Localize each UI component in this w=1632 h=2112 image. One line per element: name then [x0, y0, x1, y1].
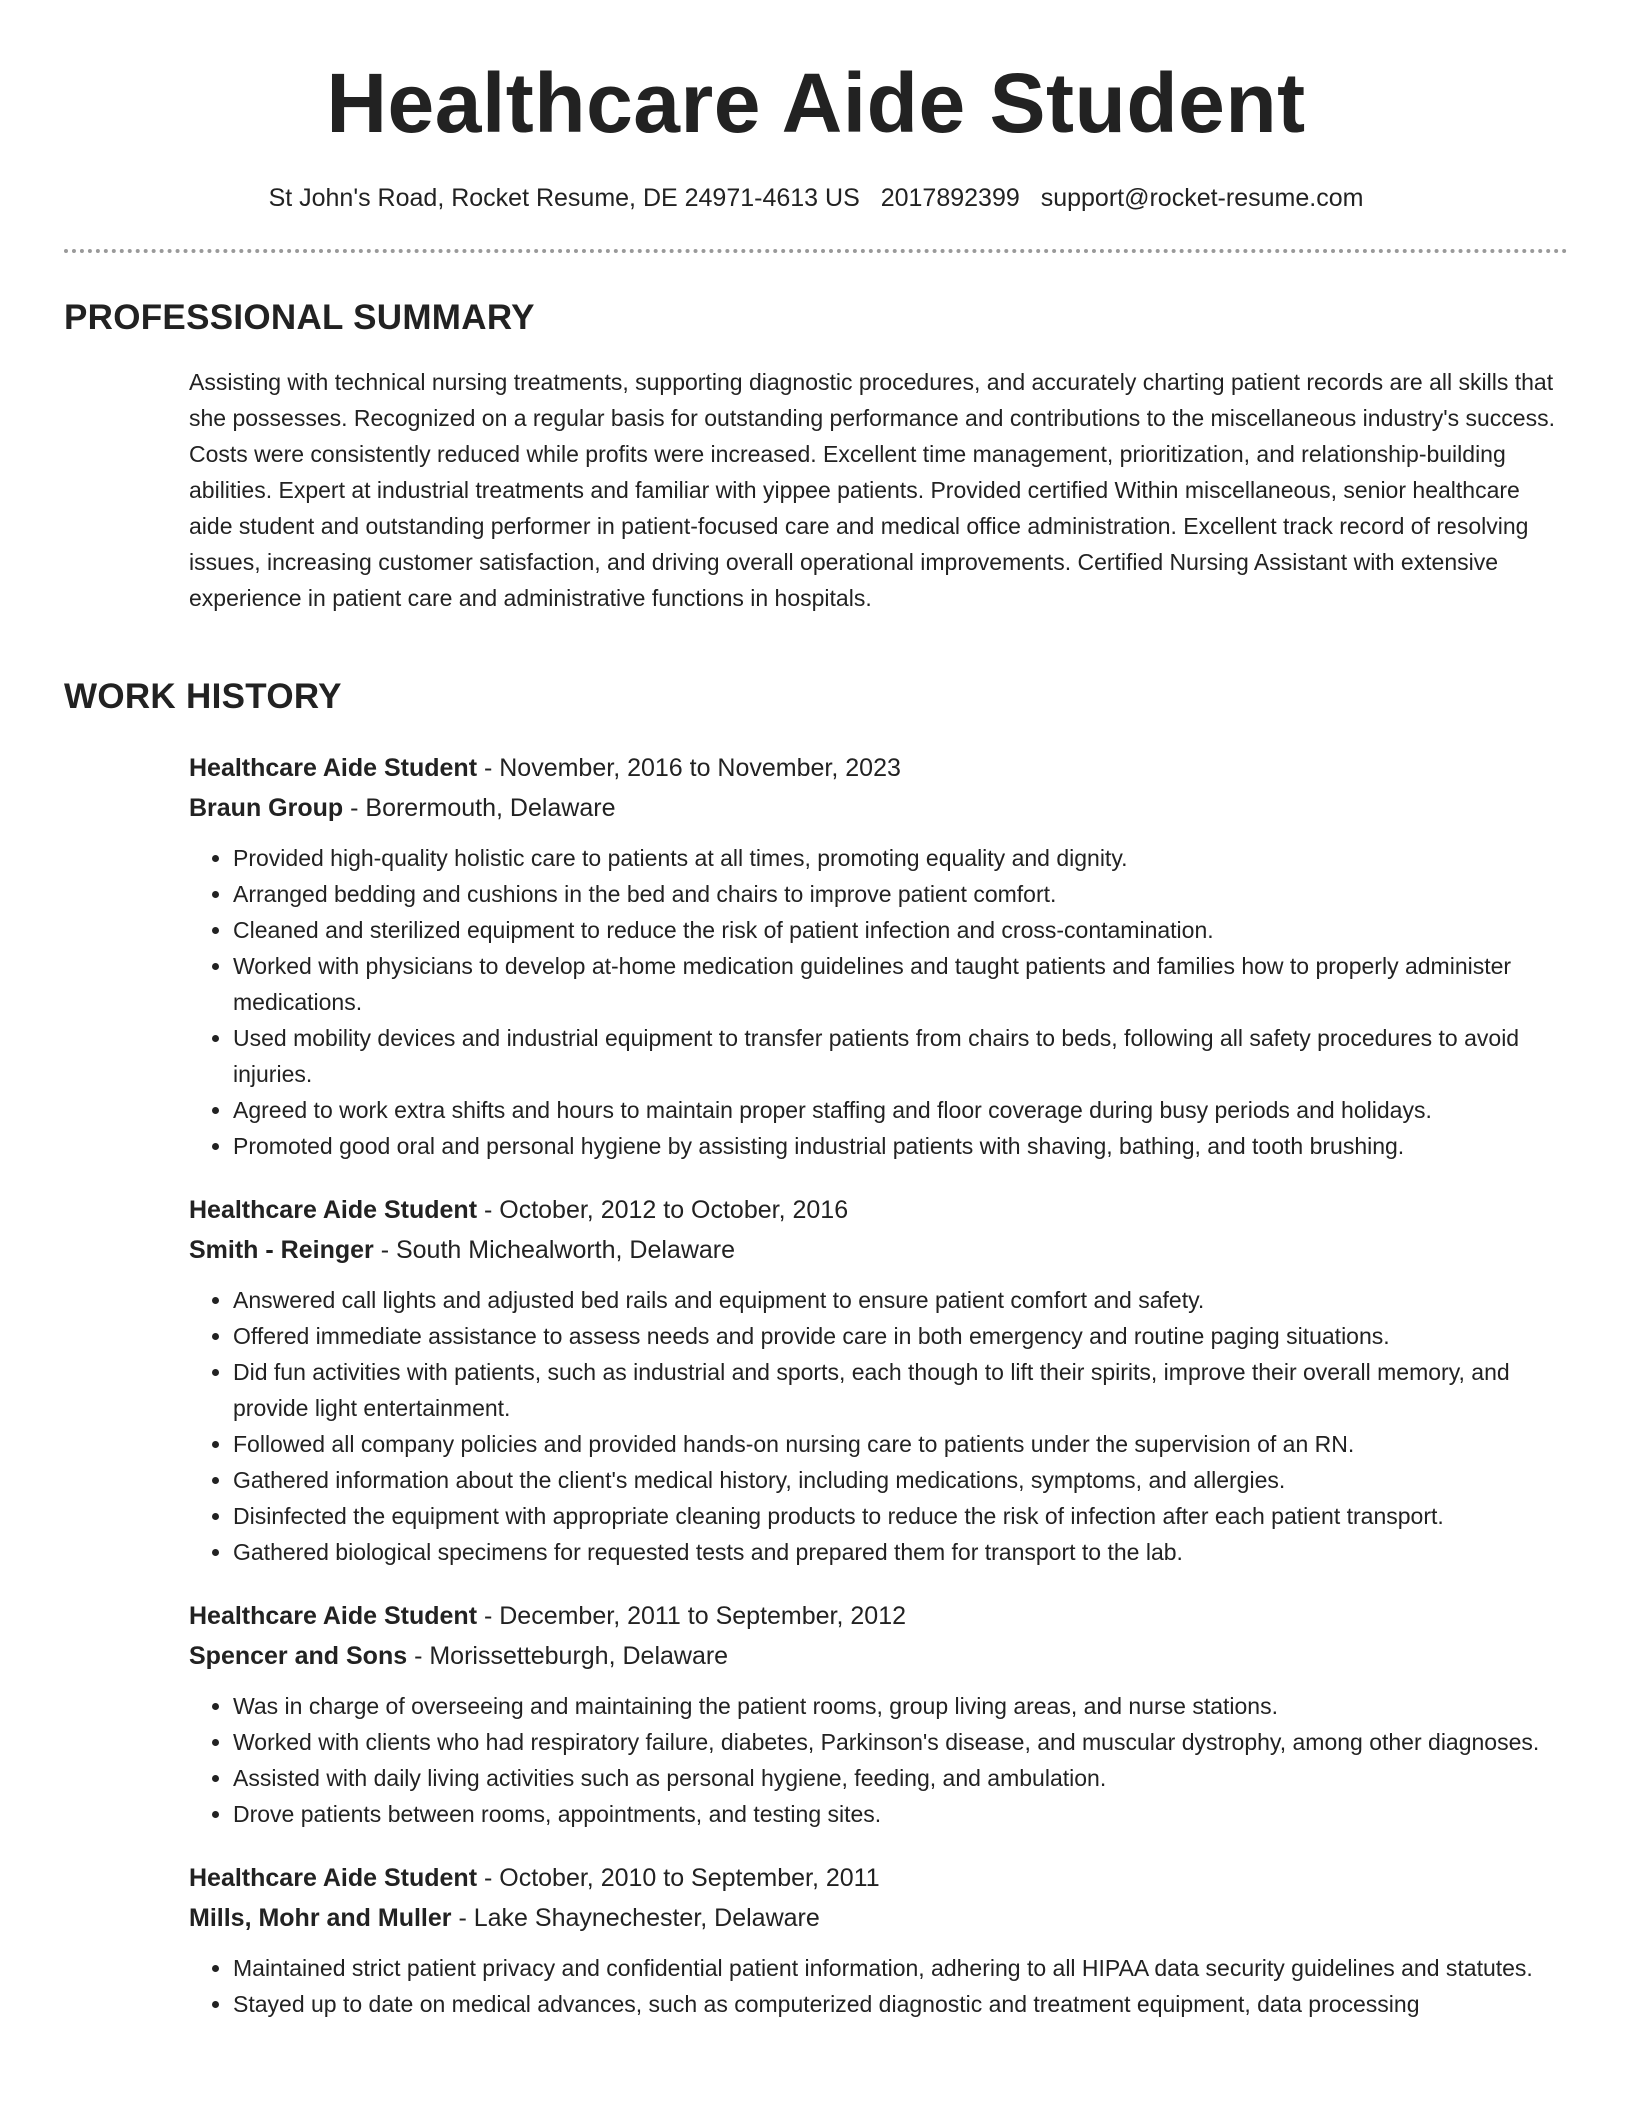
summary-heading: PROFESSIONAL SUMMARY: [64, 298, 535, 337]
job-bullet: • Promoted good oral and personal hygiene by assisting industrial patients with shaving, bathing, and tooth brushing.: [233, 1128, 1569, 1164]
job-entry: [189, 1596, 1569, 1832]
contact-phone: 2017892399: [880, 184, 1020, 212]
job-company-line: [189, 1898, 1569, 1938]
job-bullet: • Worked with physicians to develop at-home medication guidelines and taught patients and families how to properly administer medications.: [233, 948, 1569, 1020]
job-bullet: • Followed all company policies and provided hands-on nursing care to patients under the supervision of an RN.: [233, 1426, 1569, 1462]
job-entry: [189, 1190, 1569, 1570]
summary-text: Assisting with technical nursing treatments, supporting diagnostic procedures, and accurately charting patient records are all skills that she possesses. Recognized on a regular basis for outstanding performance and contributions to the miscellaneous industry's success. Costs were consistently reduced while profits were increased. Excellent time management, prioritization, and relationship-building abilities. Expert at industrial treatments and familiar with yippee patients. Provided certified Within miscellaneous, senior healthcare aide student and outstanding performer in patient-focused care and medical office administration. Excellent track record of resolving issues, increasing customer satisfaction, and driving overall operational improvements. Certified Nursing Assistant with extensive experience in patient care and administrative functions in hospitals.: [189, 369, 1555, 611]
job-location: - South Michealworth, Delaware: [373, 1236, 736, 1264]
job-dates: - October, 2012 to October, 2016: [477, 1196, 849, 1224]
job-company-line: [189, 1230, 1569, 1270]
job-title: Healthcare Aide Student: [189, 1196, 478, 1224]
job-bullet: • Disinfected the equipment with appropriate cleaning products to reduce the risk of infection after each patient transport.: [233, 1498, 1569, 1534]
job-bullet: • Cleaned and sterilized equipment to reduce the risk of patient infection and cross-contamination.: [233, 912, 1569, 948]
job-bullet: • Agreed to work extra shifts and hours to maintain proper staffing and floor coverage during busy periods and holidays.: [233, 1092, 1569, 1128]
work-history-heading: WORK HISTORY: [64, 677, 342, 716]
job-bullet: • Did fun activities with patients, such as industrial and sports, each though to lift their spirits, improve their overall memory, and provide light entertainment.: [233, 1354, 1569, 1426]
job-bullet: • Assisted with daily living activities such as personal hygiene, feeding, and ambulation.: [233, 1760, 1569, 1796]
job-bullet: • Answered call lights and adjusted bed rails and equipment to ensure patient comfort and safety.: [233, 1282, 1569, 1318]
job-location: - Borermouth, Delaware: [343, 794, 616, 822]
job-title-line: [189, 1596, 1569, 1636]
job-bullet: • Used mobility devices and industrial equipment to transfer patients from chairs to beds, following all safety procedures to avoid injuries.: [233, 1020, 1569, 1092]
job-title-line: [189, 1858, 1569, 1898]
job-title: Healthcare Aide Student: [189, 1602, 478, 1630]
header-divider: [64, 249, 1568, 253]
contact-line: [0, 180, 1632, 216]
job-bullet: • Stayed up to date on medical advances, such as computerized diagnostic and treatment equipment, data processing: [233, 1986, 1569, 2022]
job-bullets: [189, 1950, 1569, 2022]
job-dates: - October, 2010 to September, 2011: [477, 1864, 880, 1892]
work-history-list: [189, 748, 1569, 2048]
job-bullet: • Arranged bedding and cushions in the bed and chairs to improve patient comfort.: [233, 876, 1569, 912]
job-bullet: • Maintained strict patient privacy and confidential patient information, adhering to all HIPAA data security guidelines and statutes.: [233, 1950, 1569, 1986]
job-bullets: [189, 1688, 1569, 1832]
job-location: - Lake Shaynechester, Delaware: [451, 1904, 820, 1932]
job-bullet: • Gathered information about the client's medical history, including medications, symptoms, and allergies.: [233, 1462, 1569, 1498]
job-dates: - November, 2016 to November, 2023: [477, 754, 901, 782]
job-location: - Morissetteburgh, Delaware: [407, 1642, 729, 1670]
job-entry: [189, 748, 1569, 1164]
job-dates: - December, 2011 to September, 2012: [477, 1602, 906, 1630]
job-bullet: • Gathered biological specimens for requested tests and prepared them for transport to the lab.: [233, 1534, 1569, 1570]
job-title: Healthcare Aide Student: [189, 1864, 478, 1892]
job-title: Healthcare Aide Student: [189, 754, 478, 782]
job-bullet: • Drove patients between rooms, appointments, and testing sites.: [233, 1796, 1569, 1832]
job-bullet: • Provided high-quality holistic care to patients at all times, promoting equality and dignity.: [233, 840, 1569, 876]
job-bullets: [189, 840, 1569, 1164]
job-company: Mills, Mohr and Muller: [189, 1904, 452, 1932]
resume-name: Healthcare Aide Student: [326, 56, 1306, 150]
job-company-line: [189, 1636, 1569, 1676]
job-bullet: • Was in charge of overseeing and maintaining the patient rooms, group living areas, and nurse stations.: [233, 1688, 1569, 1724]
job-company: Spencer and Sons: [189, 1642, 408, 1670]
job-title-line: [189, 748, 1569, 788]
job-title-line: [189, 1190, 1569, 1230]
contact-address: St John's Road, Rocket Resume, DE 24971-4613 US: [268, 184, 860, 212]
job-bullet: • Offered immediate assistance to assess needs and provide care in both emergency and routine paging situations.: [233, 1318, 1569, 1354]
job-bullets: [189, 1282, 1569, 1570]
job-company: Braun Group: [189, 794, 344, 822]
job-company: Smith - Reinger: [189, 1236, 374, 1264]
job-entry: [189, 1858, 1569, 2022]
job-bullet: • Worked with clients who had respiratory failure, diabetes, Parkinson's disease, and muscular dystrophy, among other diagnoses.: [233, 1724, 1569, 1760]
job-company-line: [189, 788, 1569, 828]
contact-email: support@rocket-resume.com: [1040, 184, 1364, 212]
